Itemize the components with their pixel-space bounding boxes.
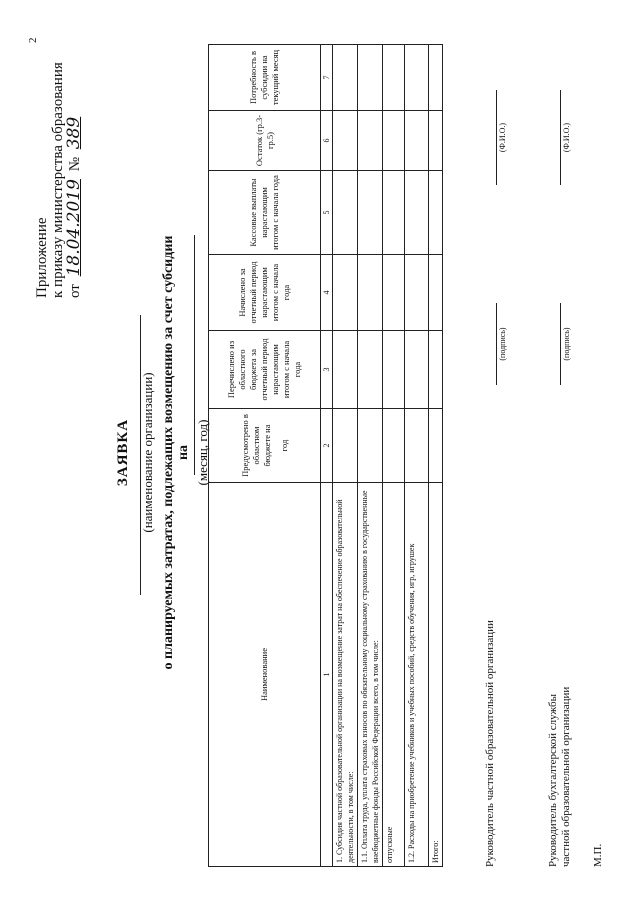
table-cell	[358, 171, 383, 255]
table-cell	[429, 255, 443, 331]
column-header-year: год	[278, 439, 289, 452]
table-cell	[383, 409, 405, 483]
subject-line: о планируемых затратах, подлежащих возмещению за счет субсидии	[161, 235, 176, 670]
table-cell	[429, 409, 443, 483]
table-cell	[429, 171, 443, 255]
column-number: 4	[321, 255, 333, 331]
column-number: 7	[321, 45, 333, 111]
row-label: 1. Субсидия частной образовательной организации на возмещение затрат на обеспечение образовательной деятельности, в том числе:	[333, 483, 358, 867]
table-cell	[429, 331, 443, 409]
column-number: 6	[321, 111, 333, 171]
table-cell	[358, 409, 383, 483]
table-cell	[383, 331, 405, 409]
accountant-signatory-label	[547, 687, 573, 867]
table-cell	[383, 171, 405, 255]
appendix-no-label: №	[67, 156, 83, 172]
document-title: ЗАЯВКА	[115, 418, 131, 487]
table-cell	[383, 255, 405, 331]
head-name-caption: (Ф.И.О.)	[498, 122, 507, 153]
row-label: отпускные	[383, 483, 405, 867]
table-cell	[333, 111, 358, 171]
table-cell	[333, 171, 358, 255]
accountant-name-caption: (Ф.И.О.)	[562, 122, 571, 153]
appendix-title: Приложение	[34, 217, 50, 298]
table-cell	[429, 111, 443, 171]
page-number: 2	[27, 37, 39, 43]
table-cell	[383, 45, 405, 111]
accountant-name-line	[560, 90, 561, 185]
table-cell	[405, 331, 429, 409]
column-number: 5	[321, 171, 333, 255]
table-cell	[333, 45, 358, 111]
column-header: Остаток (гр.3-гр.5)	[209, 111, 321, 171]
stamp-placeholder: М.П.	[592, 843, 604, 867]
table-cell	[405, 409, 429, 483]
column-header: Начислено за отчетный период нарастающим итогом с начала года	[209, 255, 321, 331]
appendix-order: к приказу министерства образования	[50, 62, 66, 298]
table-cell	[358, 111, 383, 171]
table-cell	[405, 111, 429, 171]
table-cell	[358, 331, 383, 409]
column-header: Наименование	[209, 483, 321, 867]
column-header: Перечислено из областного бюджета за отчетный период нарастающим итогом с начала года	[209, 331, 321, 409]
column-number: 2	[321, 409, 333, 483]
period-caption: (месяц, год)	[195, 419, 210, 486]
accountant-label-line: частной образовательной организации	[560, 686, 572, 867]
table-cell	[383, 111, 405, 171]
head-signature-line	[496, 303, 497, 385]
table-cell	[333, 255, 358, 331]
row-label: 1.2. Расходы на приобретение учебников и учебных пособий, средств обучения, игр, игрушек	[405, 483, 429, 867]
appendix-block	[34, 0, 83, 298]
column-number: 1	[321, 483, 333, 867]
column-number: 3	[321, 331, 333, 409]
column-header: Потребность в субсидии на текущий месяц	[209, 45, 321, 111]
table-row	[429, 45, 443, 867]
appendix-from-label: от	[67, 284, 83, 298]
table-row	[358, 45, 383, 867]
column-header: Кассовые выплаты нарастающим итогом с начала года	[209, 171, 321, 255]
subsidy-table	[208, 44, 443, 867]
column-header-text: Предусмотрено в областном бюджете на	[239, 414, 272, 477]
appendix-date-line	[66, 0, 83, 298]
head-signature-caption: (подпись)	[498, 327, 507, 361]
appendix-date: 18.04.2019	[64, 179, 84, 277]
head-signatory-label: Руководитель частной образовательной организации	[484, 620, 496, 867]
column-header	[209, 409, 321, 483]
accountant-signature-line	[560, 303, 561, 385]
table-row	[405, 45, 429, 867]
accountant-label-line: Руководитель бухгалтерской службы	[547, 694, 559, 867]
row-label: 1.1. Оплата труда, уплата страховых взносов по обязательному социальному страхованию в государственные внебюджетные фонды Российской Федерации всего, в том числе:	[358, 483, 383, 867]
table-row	[333, 45, 358, 867]
column-number-row	[321, 45, 333, 867]
table-row	[383, 45, 405, 867]
table-cell	[333, 331, 358, 409]
subject-period-label: на	[176, 444, 191, 461]
table-cell	[333, 409, 358, 483]
row-label: Итого:	[429, 483, 443, 867]
table-header-row	[209, 45, 321, 867]
table-cell	[405, 45, 429, 111]
table-cell	[358, 255, 383, 331]
table-cell	[358, 45, 383, 111]
table-cell	[405, 171, 429, 255]
appendix-number: 389	[64, 116, 84, 150]
document-subject	[161, 0, 191, 905]
org-name-caption: (наименование организации)	[140, 372, 155, 533]
accountant-signature-caption: (подпись)	[562, 327, 571, 361]
head-name-line	[496, 90, 497, 185]
table-cell	[429, 45, 443, 111]
table-cell	[405, 255, 429, 331]
